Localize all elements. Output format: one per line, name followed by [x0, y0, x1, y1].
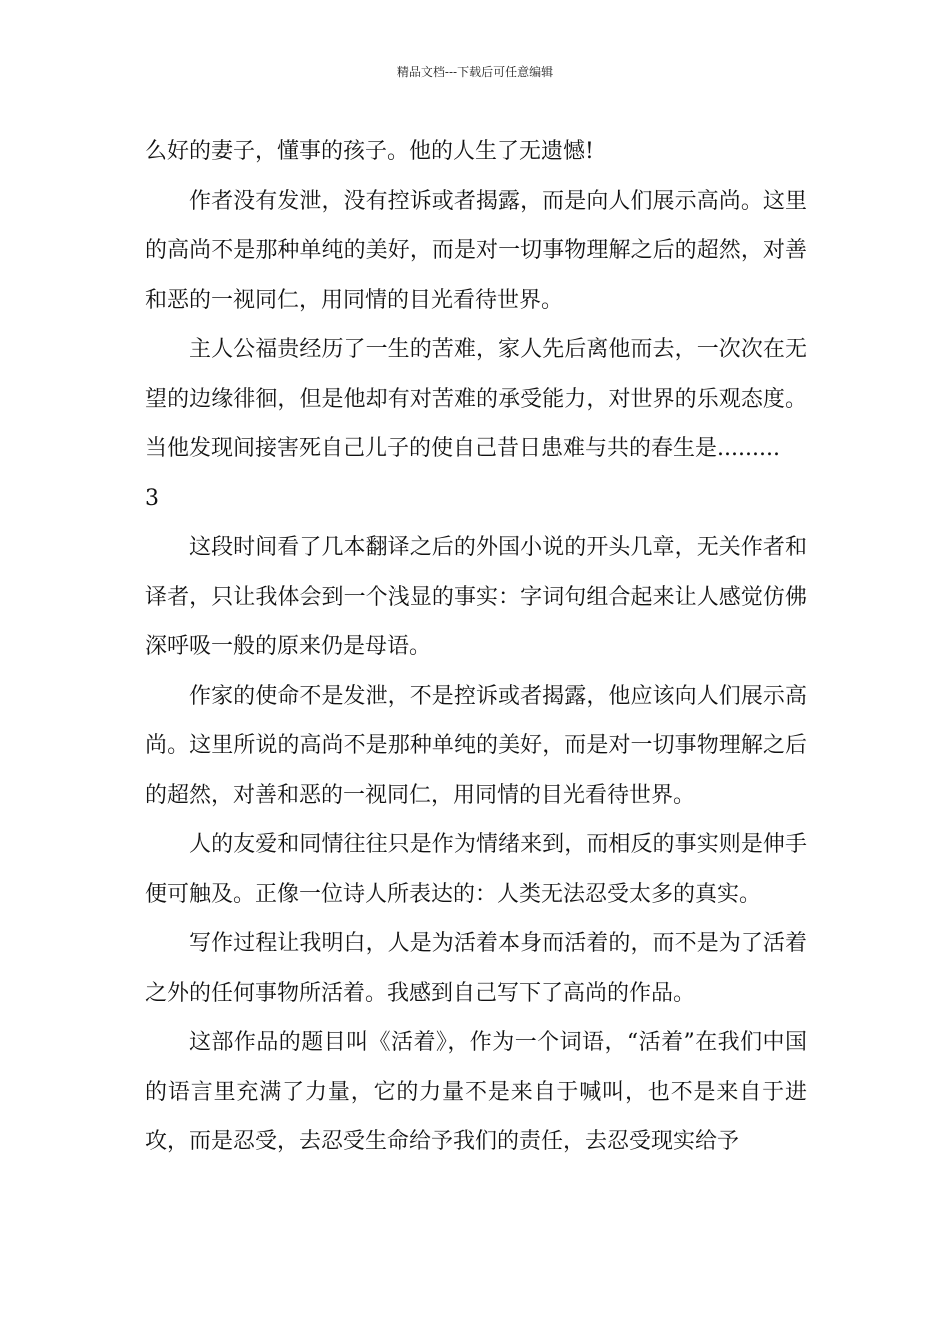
paragraph: 这部作品的题目叫《活着》，作为一个词语，“活着”在我们中国的语言里充满了力量，它的力量不是来自于喊叫，也不是来自于进攻，而是忍受，去忍受生命给予我们的责任，去忍受现实给予	[145, 1030, 807, 1154]
paragraph: 主人公福贵经历了一生的苦难，家人先后离他而去，一次次在无望的边缘徘徊，但是他却有对苦难的承受能力，对世界的乐观态度。当他发现间接害死自己儿子的使自己昔日患难与共的春生是.........	[145, 337, 807, 461]
paragraph: 人的友爱和同情往往只是作为情绪来到，而相反的事实则是伸手便可触及。正像一位诗人所表达的：人类无法忍受太多的真实。	[145, 832, 807, 907]
paragraph: 这段时间看了几本翻译之后的外国小说的开头几章，无关作者和译者，只让我体会到一个浅显的事实：字词句组合起来让人感觉仿佛深呼吸一般的原来仍是母语。	[145, 535, 807, 659]
section-number: 3	[145, 485, 159, 511]
paragraph: 作家的使命不是发泄，不是控诉或者揭露，他应该向人们展示高尚。这里所说的高尚不是那种单纯的美好，而是对一切事物理解之后的超然，对善和恶的一视同仁，用同情的目光看待世界。	[145, 683, 807, 808]
paragraph: 作者没有发泄，没有控诉或者揭露，而是向人们展示高尚。这里的高尚不是那种单纯的美好，而是对一切事物理解之后的超然，对善和恶的一视同仁，用同情的目光看待世界。	[145, 188, 807, 313]
paragraph: 写作过程让我明白，人是为活着本身而活着的，而不是为了活着之外的任何事物所活着。我感到自己写下了高尚的作品。	[145, 931, 807, 1006]
page-header: 精品文档---下载后可任意编辑	[396, 65, 554, 79]
paragraph-continuation: 么好的妻子，懂事的孩子。他的人生了无遗憾!	[145, 139, 594, 164]
document-body	[145, 127, 807, 1167]
